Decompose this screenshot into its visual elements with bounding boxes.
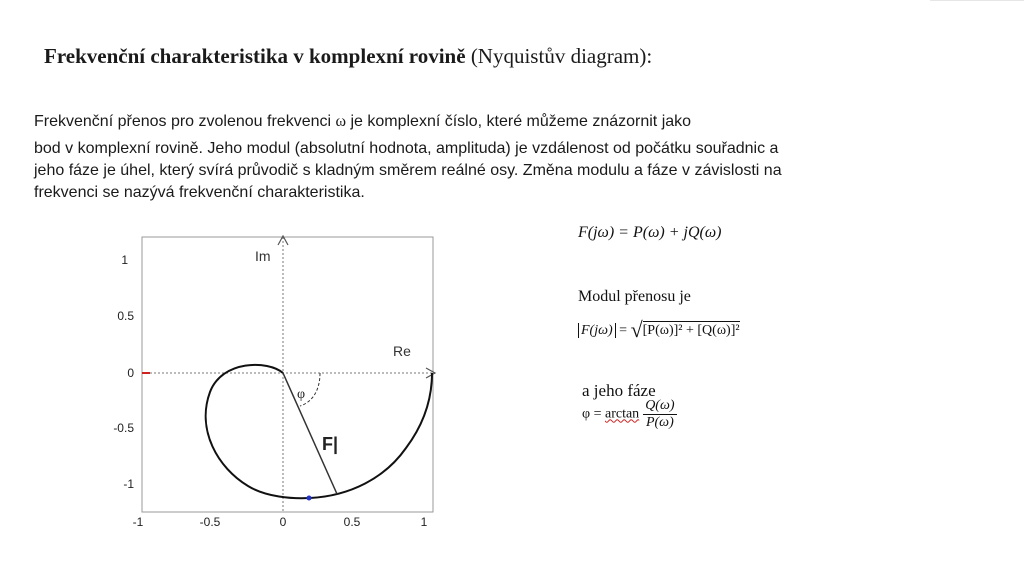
title-bold: Frekvenční charakteristika v komplexní rovině [44, 44, 466, 68]
paragraph-line-4: frekvenci se nazývá frekvenční charakteristika. [34, 184, 365, 201]
y-tick-label: -1 [123, 477, 134, 491]
modulus-rhs: [P(ω)]² + [Q(ω)]² [642, 323, 740, 338]
plot-frame [142, 237, 433, 512]
modul-label: Modul přenosu je [578, 288, 691, 305]
y-tick-label: 0 [127, 366, 134, 380]
frequency-point-marker [307, 496, 312, 501]
x-tick-label: -1 [132, 515, 144, 529]
y-tick-label: 0.5 [117, 309, 134, 323]
equation-modulus [578, 314, 740, 340]
imag-axis-label: Im [255, 248, 271, 264]
phase-denominator: P(ω) [645, 415, 674, 430]
modulus-eq-sign: = [619, 323, 628, 338]
equation-phase [582, 398, 677, 431]
phase-symbol: φ [297, 387, 306, 402]
title-light: (Nyquistův diagram): [465, 44, 653, 68]
y-tick-label: 1 [121, 253, 128, 267]
phase-numerator: Q(ω) [645, 398, 675, 413]
y-tick-label: -0.5 [113, 421, 134, 435]
phase-lhs: φ = [582, 406, 605, 422]
sqrt-icon: √ [630, 317, 643, 342]
paragraph-line-1-start: Frekvenční přenos pro zvolenou frekvenci [34, 113, 336, 130]
x-tick-label: -0.5 [199, 515, 221, 529]
paragraph-line-3: jeho fáze je úhel, který svírá průvodič s kladným směrem reálné osy. Změna modulu a fáze v závislosti na [34, 162, 782, 179]
phase-fraction [643, 398, 676, 431]
x-tick-label: 0 [279, 515, 287, 529]
equation-transfer-function [578, 224, 721, 242]
omega-symbol: ω [335, 113, 347, 130]
modulus-lhs-text: F(jω) [581, 323, 613, 338]
arctan-function: arctan [604, 406, 640, 422]
sqrt-expression [631, 314, 740, 340]
modulus-lhs [578, 323, 616, 338]
real-axis-label: Re [393, 343, 411, 359]
paragraph-line-1-end: je komplexní číslo, které můžeme znázornit jako [346, 113, 692, 130]
phase-label: a jeho fáze [582, 381, 656, 400]
x-tick-label: 1 [420, 515, 428, 529]
equation-transfer-text: F(jω) = P(ω) + jQ(ω) [578, 224, 722, 241]
x-tick-label: 0.5 [343, 515, 361, 529]
vector-label: F| [322, 434, 339, 454]
paragraph-line-2: bod v komplexní rovině. Jeho modul (absolutní hodnota, amplituda) je vzdálenost od počátku souřadnic a [34, 140, 779, 157]
